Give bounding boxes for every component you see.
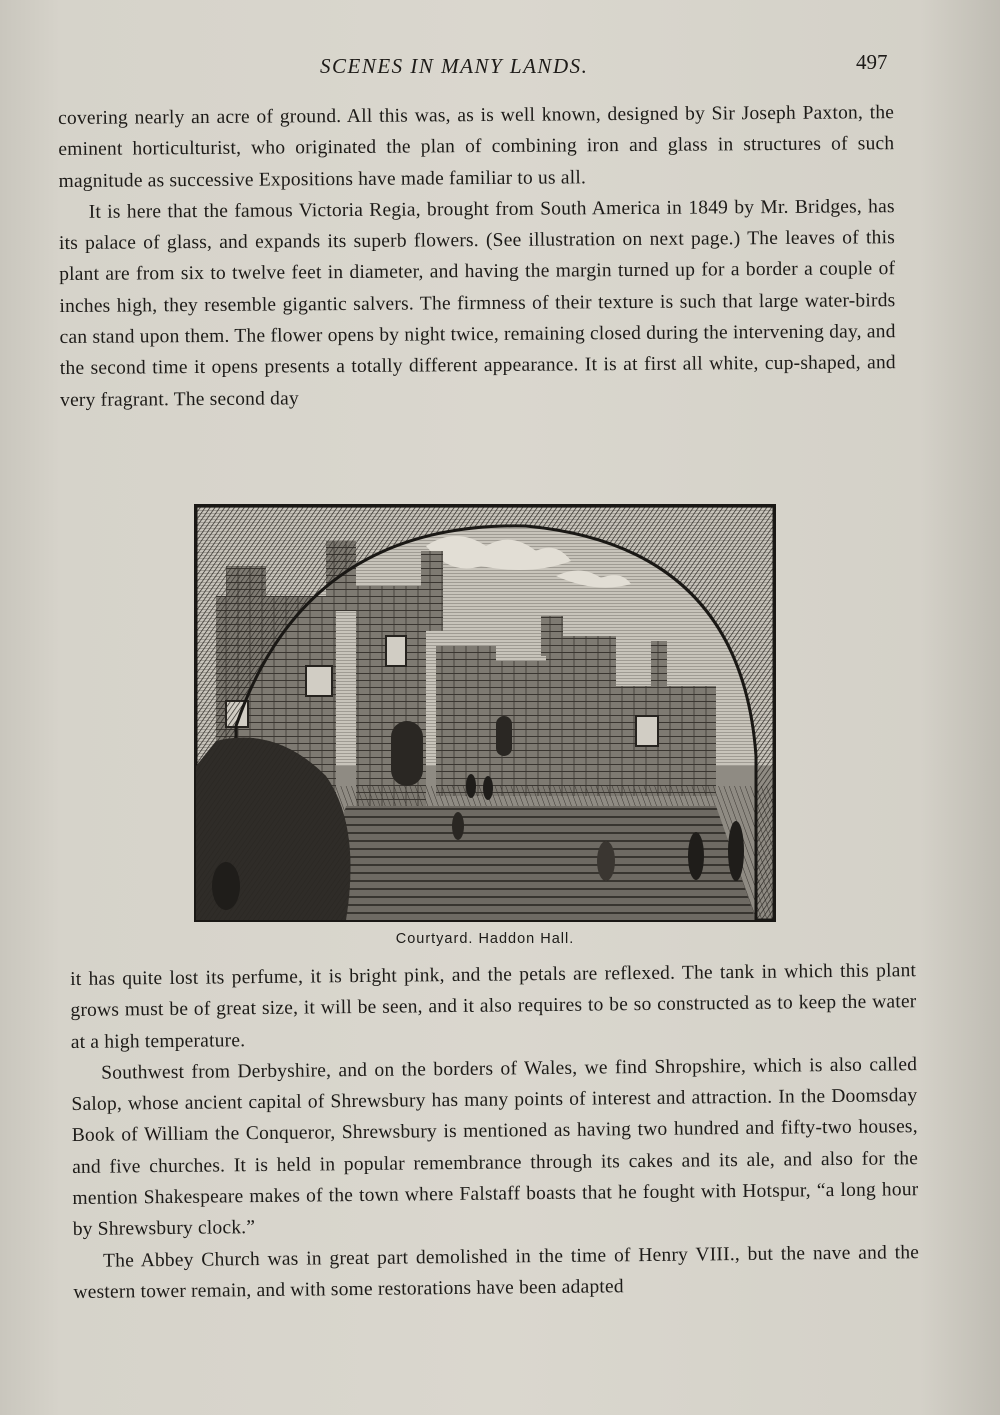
- paragraph: Southwest from Derbyshire, and on the borders of Wales, we find Shropshire, which is also called Salop, whose ancient capital of Shrewsbury has many points of interest and attraction. In the Doomsday Book of William the Conqueror, Shrewsbury is mentioned as having two hundred and fifty-two houses, and five churches. It is held in popular remembrance through its cakes and its ale, and also for the mention Shakespeare makes of the town where Falstaff boasts that he fought with Hotspur, “a long hour by Shrewsbury clock.”: [71, 1054, 919, 1241]
- page-number: 497: [856, 50, 888, 74]
- paragraph: It is here that the famous Victoria Regia, brought from South America in 1849 by Mr. Bridges, has its palace of glass, and expands its superb flowers. (See illustration on next page.) The leaves of this plant are from six to twelve feet in diameter, and having the margin turned up for a border a couple of inches high, they resemble gigantic salvers. The firmness of their texture is such that large water-birds can stand upon them. The flower opens by night twice, remaining closed during the intervening day, and the second time it opens presents a totally different appearance. It is at first all white, cup-shaped, and very fragrant. The second day: [58, 196, 896, 411]
- engraving-illustration: [194, 504, 776, 922]
- text-block-bottom: [70, 955, 920, 1308]
- page-header: [0, 50, 1000, 86]
- paragraph: it has quite lost its perfume, it is bright pink, and the petals are reflexed. The tank in which this plant grows must be of great size, it will be seen, and it also requires to be so constructed as to keep the water at a high temperature.: [70, 960, 917, 1053]
- paragraph: covering nearly an acre of ground. All this was, as is well known, designed by Sir Joseph Paxton, the eminent horticulturist, who originated the plan of combining iron and glass in structures of such magnitude as successive Expositions have made familiar to us all.: [58, 102, 895, 192]
- paragraph: The Abbey Church was in great part demolished in the time of Henry VIII., but the nave and the western tower remain, and with some restorations have been adapted: [73, 1241, 920, 1303]
- text-block-top: [58, 97, 896, 416]
- figure-caption: Courtyard. Haddon Hall.: [395, 931, 575, 947]
- running-title: SCENES IN MANY LANDS.: [320, 54, 589, 78]
- courtyard-engraving: [196, 506, 774, 920]
